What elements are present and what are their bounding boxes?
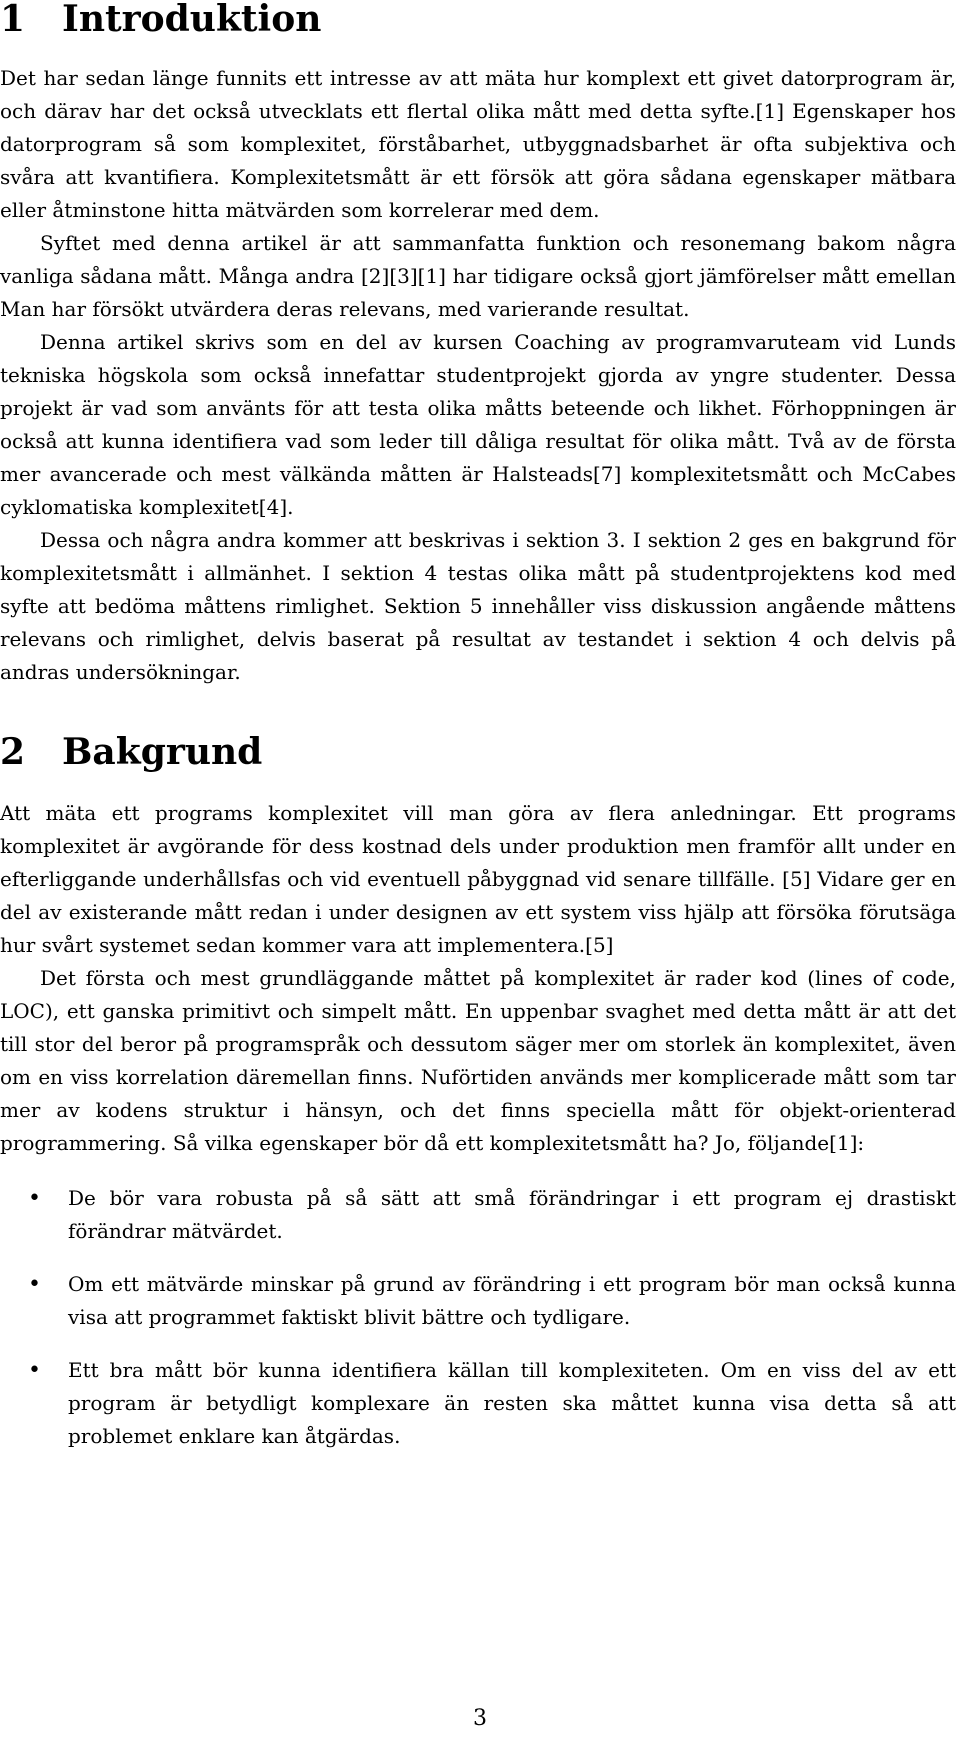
section-heading-introduktion <box>0 0 956 38</box>
paragraph: Denna artikel skrivs som en del av kursen Coaching av programvaruteam vid Lunds tekniska högskola som också innefattar studentprojekt gjorda av yngre studenter. Dessa projekt är vad som använts för att testa olika måtts beteende och likhet. Förhoppningen är också att kunna identifiera vad som leder till dåliga resultat för olika mått. Två av de första mer avancerade och mest välkända måtten är Halsteads[7] komplexitetsmått och McCabes cyklomatiska komplexitet[4]. <box>0 330 956 519</box>
section-heading-bakgrund <box>0 733 956 771</box>
list-item <box>0 1182 956 1248</box>
paragraph: Att mäta ett programs komplexitet vill man göra av flera anledningar. Ett programs komplexitet är avgörande för dess kostnad dels under produktion men framför allt under en efterliggande underhållsfas och vid eventuell påbyggnad vid senare tillfälle. [5] Vidare ger en del av existerande mått redan i under designen av ett system viss hjälp att försöka förutsäga hur svårt systemet sedan kommer vara att implementera.[5] <box>0 801 956 957</box>
paragraph: Det har sedan länge funnits ett intresse av att mäta hur komplext ett givet datorprogram är, och därav har det också utvecklats ett flertal olika mått med detta syfte.[1] Egenskaper hos datorprogram så som komplexitet, förståbarhet, utbyggnadsbarhet är ofta subjektiva och svåra att kvantifiera. Komplexitetsmått är ett försök att göra sådana egenskaper mätbara eller åtminstone hitta mätvärden som korrelerar med dem. <box>0 66 956 222</box>
bullet-icon: • <box>28 1186 41 1211</box>
bullet-icon: • <box>28 1358 41 1383</box>
list-item-text: Om ett mätvärde minskar på grund av förändring i ett program bör man också kunna visa att programmet faktiskt blivit bättre och tydligare. <box>68 1272 956 1329</box>
section-number: 2 <box>0 731 26 773</box>
list-item <box>0 1354 956 1453</box>
list-item-text: De bör vara robusta på så sätt att små förändringar i ett program ej drastiskt förändrar mätvärdet. <box>68 1186 956 1243</box>
bullet-list <box>0 1182 956 1453</box>
paragraph: Dessa och några andra kommer att beskrivas i sektion 3. I sektion 2 ges en bakgrund för komplexitetsmått i allmänhet. I sektion 4 testas olika mått på studentprojektens kod med syfte att bedöma måttens rimlighet. Sektion 5 innehåller viss diskussion angående måttens relevans och rimlighet, delvis baserat på resultat av testandet i sektion 4 och delvis på andras undersökningar. <box>0 528 956 684</box>
section-number: 1 <box>0 0 26 40</box>
list-item-text: Ett bra mått bör kunna identifiera källan till komplexiteten. Om en viss del av ett program är betydligt komplexare än resten ska måttet kunna visa detta så att problemet enklare kan åtgärdas. <box>68 1358 956 1448</box>
paragraph: Syftet med denna artikel är att sammanfatta funktion och resonemang bakom några vanliga sådana mått. Många andra [2][3][1] har tidigare också gjort jämförelser mått emellan Man har försökt utvärdera deras relevans, med varierande resultat. <box>0 231 956 321</box>
page-number: 3 <box>473 1706 487 1731</box>
bullet-icon: • <box>28 1272 41 1297</box>
list-item <box>0 1268 956 1334</box>
paragraph: Det första och mest grundläggande måttet på komplexitet är rader kod (lines of code, LOC), ett ganska primitivt och simpelt mått. En uppenbar svaghet med detta mått är att det till stor del beror på programspråk och dessutom säger mer om storlek än komplexitet, även om en viss korrelation däremellan finns. Nuförtiden används mer komplicerade mått som tar mer av kodens struktur i hänsyn, och det finns speciella mått för objekt-orienterad programmering. Så vilka egenskaper bör då ett komplexitetsmått ha? Jo, följande[1]: <box>0 966 956 1155</box>
section-title: Bakgrund <box>62 731 263 773</box>
section-title: Introduktion <box>62 0 322 40</box>
